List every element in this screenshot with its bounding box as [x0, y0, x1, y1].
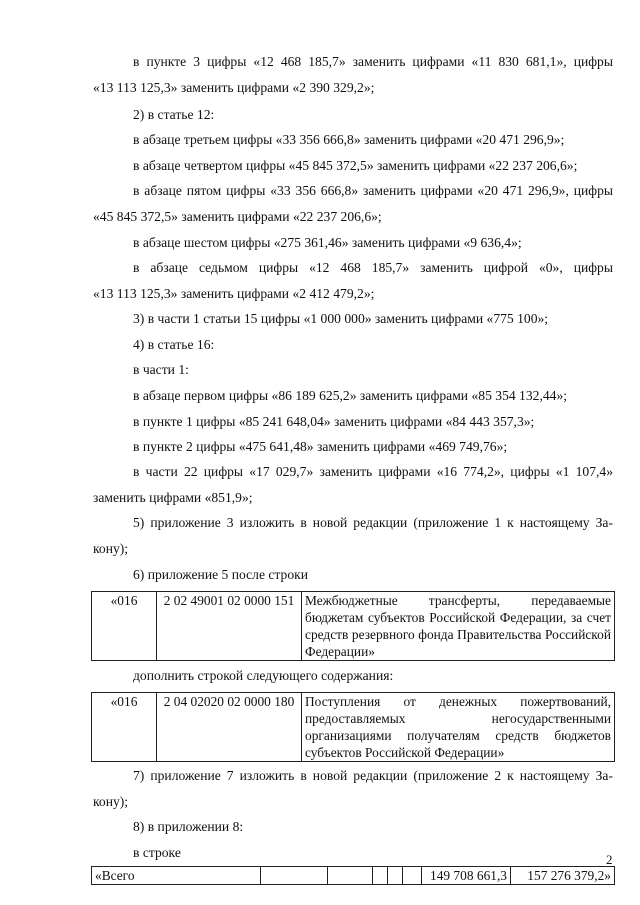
- table-cell-empty: [328, 867, 373, 885]
- table-cell-empty: [403, 867, 422, 885]
- text-line: 8) в приложении 8:: [133, 819, 244, 834]
- text-line: в абзаце седьмом цифры «12 468 185,7» заменить цифрой «0», цифры: [133, 260, 613, 275]
- text-line: в части 22 цифры «17 029,7» заменить цифрами «16 774,2», цифры «1 107,4»: [133, 464, 613, 479]
- text-line: в пункте 2 цифры «475 641,48» заменить цифрами «469 749,76»;: [133, 439, 508, 454]
- text-line: 6) приложение 5 после строки: [133, 567, 309, 582]
- text-line: в части 1:: [133, 362, 189, 377]
- text-line: кону);: [93, 794, 129, 809]
- text-line: 3) в части 1 статьи 15 цифры «1 000 000» заменить цифрами «775 100»;: [133, 311, 549, 326]
- text-line: 2) в статье 12:: [133, 107, 215, 122]
- text-line: кону);: [93, 541, 129, 556]
- text-line: «13 113 125,3» заменить цифрами «2 412 479,2»;: [93, 286, 375, 301]
- table-income-row-original: [91, 591, 615, 661]
- table-cell-value: 149 708 661,3: [422, 867, 511, 885]
- text-line: в строке: [133, 845, 181, 860]
- text-line: «13 113 125,3» заменить цифрами «2 390 329,2»;: [93, 80, 375, 95]
- text-line: «45 845 372,5» заменить цифрами «22 237 206,6»;: [93, 209, 382, 224]
- table-cell-admin-code: «016: [92, 592, 157, 661]
- table-cell-admin-code: «016: [92, 693, 157, 762]
- page-number: 2: [606, 852, 613, 867]
- table-cell-value: 157 276 379,2»: [511, 867, 615, 885]
- table-cell-empty: [388, 867, 403, 885]
- table-income-row-new: [91, 692, 615, 762]
- table-row: [92, 592, 615, 661]
- text-line: в абзаце шестом цифры «275 361,46» заменить цифрами «9 636,4»;: [133, 235, 522, 250]
- text-line: в пункте 1 цифры «85 241 648,04» заменить цифрами «84 443 357,3»;: [133, 414, 535, 429]
- text-line: заменить цифрами «851,9»;: [93, 490, 253, 505]
- table-cell-budget-code: 2 04 02020 02 0000 180: [157, 693, 302, 762]
- text-line: в абзаце третьем цифры «33 356 666,8» заменить цифрами «20 471 296,9»;: [133, 132, 565, 147]
- table-row: [92, 867, 615, 885]
- text-line: в абзаце четвертом цифры «45 845 372,5» заменить цифрами «22 237 206,6»;: [133, 158, 578, 173]
- table-cell-description: Поступления от денежных пожертвований, предоставляемых негосударственными организациями получателям средств бюджетов субъектов Российской Федерации»: [302, 693, 615, 762]
- text-line: в абзаце пятом цифры «33 356 666,8» заменить цифрами «20 471 296,9», цифры: [133, 183, 613, 198]
- text-line: 5) приложение 3 изложить в новой редакции (приложение 1 к настоящему За-: [133, 515, 613, 530]
- text-line: дополнить строкой следующего содержания:: [133, 668, 394, 683]
- table-total-row: [91, 866, 615, 885]
- table-cell-label: «Всего: [92, 867, 261, 885]
- text-line: 4) в статье 16:: [133, 337, 215, 352]
- table-cell-description: Межбюджетные трансферты, передаваемые бюджетам субъектов Российской Федерации, за счет средств резервного фонда Правительства Российской Федерации»: [302, 592, 615, 661]
- text-line: в пункте 3 цифры «12 468 185,7» заменить цифрами «11 830 681,1», цифры: [133, 54, 613, 69]
- table-row: [92, 693, 615, 762]
- text-line: 7) приложение 7 изложить в новой редакции (приложение 2 к настоящему За-: [133, 768, 613, 783]
- table-cell-empty: [373, 867, 388, 885]
- table-cell-empty: [261, 867, 328, 885]
- table-cell-budget-code: 2 02 49001 02 0000 151: [157, 592, 302, 661]
- text-line: в абзаце первом цифры «86 189 625,2» заменить цифрами «85 354 132,44»;: [133, 388, 568, 403]
